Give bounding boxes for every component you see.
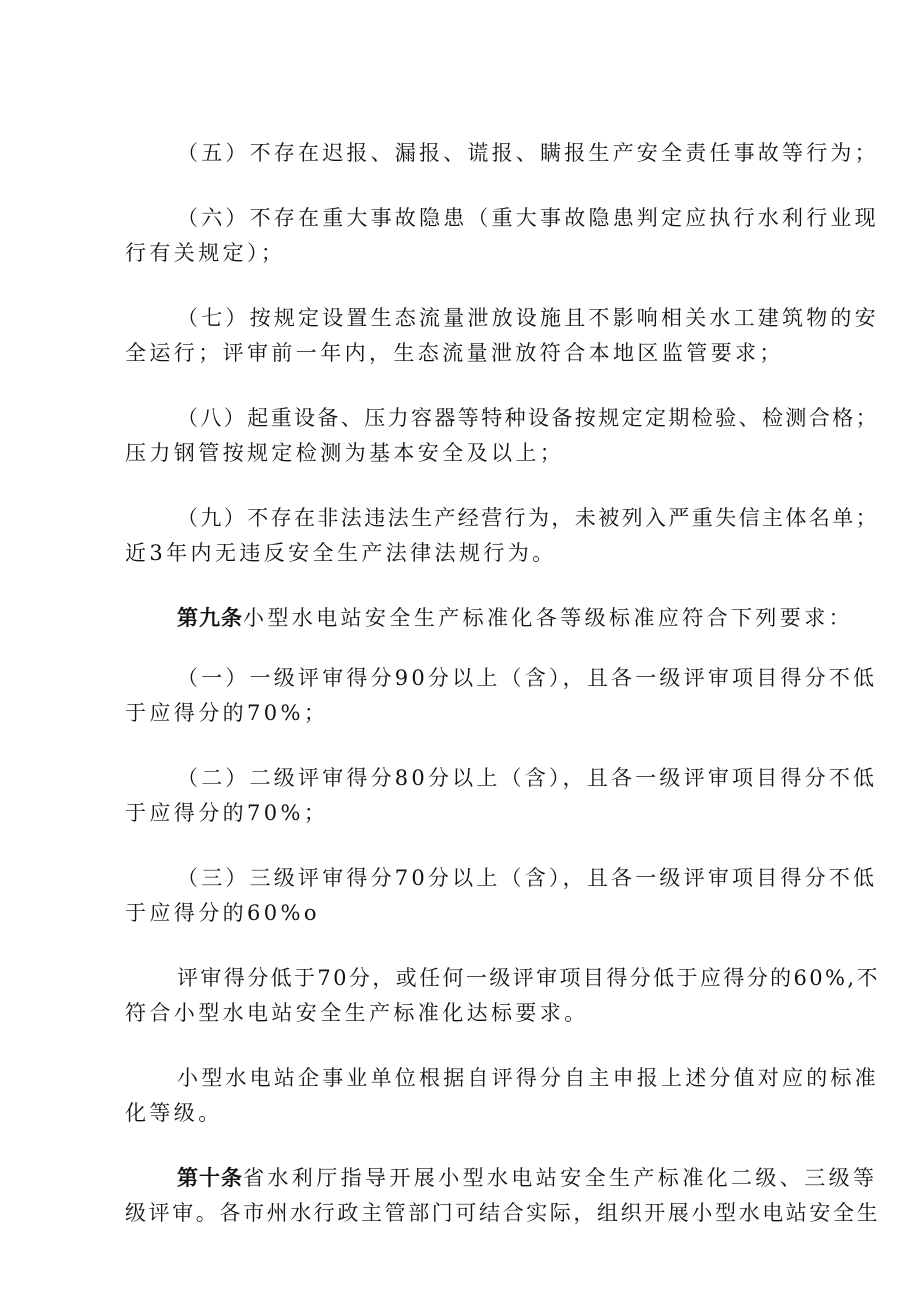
text-line — [125, 898, 320, 928]
line-text: 符合小型水电站安全生产标准化达标要求。 — [125, 1001, 589, 1025]
text-line — [125, 438, 564, 468]
line-text: 评审得分低于70分，或任何一级评审项目得分低于应得分的60%,不 — [177, 966, 880, 990]
line-text: （七）按规定设置生态流量泄放设施且不影响相关水工建筑物的安 — [177, 306, 879, 330]
line-text: 压力钢管按规定检测为基本安全及以上； — [125, 441, 565, 465]
article-heading-line — [177, 603, 853, 633]
text-line — [177, 403, 879, 433]
line-text: 于应得分的70%； — [125, 801, 329, 825]
text-line — [177, 963, 880, 993]
line-text: （八）起重设备、压力容器等特种设备按规定定期检验、检测合格； — [177, 406, 879, 430]
line-text: 行有关规定）； — [125, 241, 286, 265]
text-line — [177, 863, 877, 893]
text-line — [177, 503, 879, 533]
line-text: 化等级。 — [125, 1101, 223, 1125]
text-line — [125, 1098, 223, 1128]
text-line — [125, 998, 589, 1028]
line-text: 小型水电站企事业单位根据自评得分自主申报上述分值对应的标准 — [177, 1066, 879, 1090]
text-line — [125, 698, 328, 728]
line-text: 小型水电站安全生产标准化各等级标准应符合下列要求： — [243, 606, 853, 630]
line-text: （六）不存在重大事故隐患（重大事故隐患判定应执行水利行业现 — [177, 206, 879, 230]
text-line — [177, 203, 879, 233]
text-line — [177, 663, 877, 693]
article-number: 第九条 — [177, 605, 243, 630]
line-text: 于应得分的70%； — [125, 701, 329, 725]
text-line — [125, 798, 328, 828]
text-line — [125, 1198, 880, 1228]
text-line — [125, 538, 557, 568]
line-text: （一）一级评审得分90分以上（含），且各一级评审项目得分不低 — [177, 666, 878, 690]
article-heading-line — [177, 1163, 877, 1193]
text-line — [177, 763, 877, 793]
line-text: （二）二级评审得分80分以上（含），且各一级评审项目得分不低 — [177, 766, 878, 790]
line-text: （三）三级评审得分70分以上（含），且各一级评审项目得分不低 — [177, 866, 878, 890]
text-line — [177, 138, 879, 168]
text-line — [125, 338, 784, 368]
article-number: 第十条 — [177, 1165, 243, 1190]
text-line — [177, 303, 879, 333]
line-text: 级评审。各市州水行政主管部门可结合实际，组织开展小型水电站安全生 — [125, 1201, 881, 1225]
text-line — [125, 238, 285, 268]
line-text: 于应得分的60%o — [125, 901, 320, 925]
line-text: 近3年内无违反安全生产法律法规行为。 — [125, 541, 557, 565]
text-line — [177, 1063, 879, 1093]
line-text: （五）不存在迟报、漏报、谎报、瞒报生产安全责任事故等行为； — [177, 141, 879, 165]
line-text: （九）不存在非法违法生产经营行为，未被列入严重失信主体名单； — [177, 506, 879, 530]
line-text: 全运行；评审前一年内，生态流量泄放符合本地区监管要求； — [125, 341, 784, 365]
line-text: 省水利厅指导开展小型水电站安全生产标准化二级、三级等 — [243, 1166, 878, 1190]
